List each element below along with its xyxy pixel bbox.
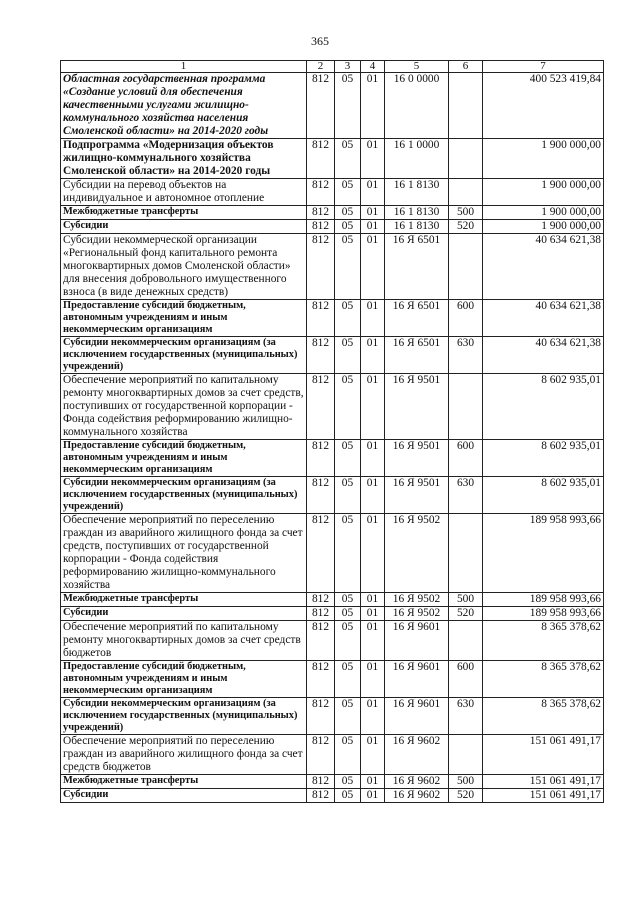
expense-type-code [449,73,483,139]
ministry-code: 812 [307,477,335,514]
subsection-code: 01 [361,234,385,300]
amount: 40 634 621,38 [483,337,604,374]
ministry-code: 812 [307,374,335,440]
expense-type-code: 520 [449,789,483,803]
amount: 151 061 491,17 [483,789,604,803]
page-number: 365 [311,34,329,48]
amount: 8 602 935,01 [483,477,604,514]
subsection-code: 01 [361,661,385,698]
subsection-code: 01 [361,607,385,621]
row-name: Субсидии некоммерческой организации «Региональный фонд капитального ремонта многоквартирных домов Смоленской области» для внесения добровольного имущественного взноса (в виде денежных средств) [61,234,307,300]
section-code: 05 [335,789,361,803]
budget-table [60,60,604,803]
table-row [61,337,604,374]
table-row [61,621,604,661]
amount: 1 900 000,00 [483,220,604,234]
subsection-code: 01 [361,220,385,234]
ministry-code: 812 [307,220,335,234]
expense-type-code: 500 [449,775,483,789]
section-code: 05 [335,206,361,220]
row-name: Обеспечение мероприятий по капитальному ремонту многоквартирных домов за счет средств бюджетов [61,621,307,661]
section-code: 05 [335,698,361,735]
row-name: Предоставление субсидий бюджетным, автономным учреждениям и иным некоммерческим организациям [61,661,307,698]
target-article-code: 16 Я 9502 [385,593,449,607]
section-code: 05 [335,73,361,139]
column-header: 7 [483,61,604,73]
amount: 151 061 491,17 [483,775,604,789]
section-code: 05 [335,139,361,179]
expense-type-code [449,139,483,179]
row-name: Субсидии некоммерческим организациям (за исключением государственных (муниципальных) учреждений) [61,698,307,735]
subsection-code: 01 [361,300,385,337]
row-name: Межбюджетные трансферты [61,593,307,607]
table-row [61,477,604,514]
amount: 400 523 419,84 [483,73,604,139]
section-code: 05 [335,179,361,206]
row-name: Обеспечение мероприятий по капитальному ремонту многоквартирных домов за счет средств, поступивших от государственной корпорации - Фонда содействия реформированию жилищно-коммунального хозяйства [61,374,307,440]
target-article-code: 16 Я 9602 [385,775,449,789]
expense-type-code [449,234,483,300]
amount: 189 958 993,66 [483,607,604,621]
ministry-code: 812 [307,206,335,220]
target-article-code: 16 Я 9501 [385,374,449,440]
amount: 8 365 378,62 [483,661,604,698]
expense-type-code: 500 [449,206,483,220]
ministry-code: 812 [307,621,335,661]
target-article-code: 16 Я 6501 [385,234,449,300]
section-code: 05 [335,234,361,300]
expense-type-code [449,621,483,661]
ministry-code: 812 [307,735,335,775]
amount: 40 634 621,38 [483,234,604,300]
target-article-code: 16 Я 9602 [385,789,449,803]
table-header-row [61,61,604,73]
row-name: Субсидии [61,220,307,234]
row-name: Субсидии [61,607,307,621]
table-row [61,735,604,775]
target-article-code: 16 Я 9502 [385,607,449,621]
target-article-code: 16 Я 9501 [385,440,449,477]
section-code: 05 [335,440,361,477]
table-row [61,593,604,607]
subsection-code: 01 [361,206,385,220]
target-article-code: 16 Я 9602 [385,735,449,775]
expense-type-code [449,735,483,775]
ministry-code: 812 [307,607,335,621]
table-row [61,300,604,337]
table-row [61,440,604,477]
table-row [61,514,604,593]
table-row [61,661,604,698]
subsection-code: 01 [361,514,385,593]
section-code: 05 [335,220,361,234]
expense-type-code: 600 [449,300,483,337]
table-row [61,73,604,139]
ministry-code: 812 [307,775,335,789]
table-row [61,206,604,220]
row-name: Межбюджетные трансферты [61,775,307,789]
row-name: Предоставление субсидий бюджетным, автономным учреждениям и иным некоммерческим организациям [61,440,307,477]
target-article-code: 16 Я 9601 [385,621,449,661]
target-article-code: 16 0 0000 [385,73,449,139]
subsection-code: 01 [361,337,385,374]
table-row [61,234,604,300]
ministry-code: 812 [307,593,335,607]
amount: 1 900 000,00 [483,206,604,220]
section-code: 05 [335,374,361,440]
subsection-code: 01 [361,698,385,735]
amount: 189 958 993,66 [483,593,604,607]
row-name: Субсидии [61,789,307,803]
ministry-code: 812 [307,514,335,593]
amount: 8 365 378,62 [483,698,604,735]
expense-type-code: 500 [449,593,483,607]
row-name: Предоставление субсидий бюджетным, автономным учреждениям и иным некоммерческим организациям [61,300,307,337]
row-name: Обеспечение мероприятий по переселению граждан из аварийного жилищного фонда за счет средств, поступивших от государственной корпорации - Фонда содействия реформированию жилищно-коммунального хозяйства [61,514,307,593]
row-name: Субсидии некоммерческим организациям (за исключением государственных (муниципальных) учреждений) [61,477,307,514]
section-code: 05 [335,775,361,789]
row-name: Субсидии некоммерческим организациям (за исключением государственных (муниципальных) учреждений) [61,337,307,374]
amount: 8 602 935,01 [483,374,604,440]
target-article-code: 16 1 0000 [385,139,449,179]
column-header: 2 [307,61,335,73]
target-article-code: 16 Я 9501 [385,477,449,514]
amount: 189 958 993,66 [483,514,604,593]
ministry-code: 812 [307,139,335,179]
amount: 8 365 378,62 [483,621,604,661]
ministry-code: 812 [307,789,335,803]
subsection-code: 01 [361,179,385,206]
ministry-code: 812 [307,698,335,735]
ministry-code: 812 [307,440,335,477]
column-header: 4 [361,61,385,73]
table-row [61,179,604,206]
target-article-code: 16 1 8130 [385,220,449,234]
expense-type-code: 600 [449,661,483,698]
ministry-code: 812 [307,661,335,698]
expense-type-code: 520 [449,220,483,234]
section-code: 05 [335,337,361,374]
table-row [61,698,604,735]
table-row [61,139,604,179]
amount: 8 602 935,01 [483,440,604,477]
subsection-code: 01 [361,73,385,139]
target-article-code: 16 1 8130 [385,179,449,206]
subsection-code: 01 [361,477,385,514]
row-name: Субсидии на перевод объектов на индивидуальное и автономное отопление [61,179,307,206]
ministry-code: 812 [307,337,335,374]
subsection-code: 01 [361,621,385,661]
expense-type-code [449,374,483,440]
row-name: Областная государственная программа «Создание условий для обеспечения качественными услугами жилищно-коммунального хозяйства населения Смоленской области» на 2014-2020 годы [61,73,307,139]
subsection-code: 01 [361,440,385,477]
table-row [61,220,604,234]
column-header: 1 [61,61,307,73]
section-code: 05 [335,593,361,607]
amount: 1 900 000,00 [483,179,604,206]
ministry-code: 812 [307,73,335,139]
target-article-code: 16 Я 9502 [385,514,449,593]
subsection-code: 01 [361,374,385,440]
section-code: 05 [335,621,361,661]
target-article-code: 16 Я 9601 [385,698,449,735]
subsection-code: 01 [361,775,385,789]
section-code: 05 [335,514,361,593]
row-name: Подпрограмма «Модернизация объектов жилищно-коммунального хозяйства Смоленской области» на 2014-2020 годы [61,139,307,179]
subsection-code: 01 [361,789,385,803]
section-code: 05 [335,607,361,621]
row-name: Межбюджетные трансферты [61,206,307,220]
expense-type-code [449,179,483,206]
amount: 151 061 491,17 [483,735,604,775]
table-row [61,607,604,621]
amount: 1 900 000,00 [483,139,604,179]
column-header: 5 [385,61,449,73]
expense-type-code [449,514,483,593]
section-code: 05 [335,735,361,775]
expense-type-code: 630 [449,337,483,374]
target-article-code: 16 Я 9601 [385,661,449,698]
section-code: 05 [335,477,361,514]
table-row [61,374,604,440]
target-article-code: 16 Я 6501 [385,300,449,337]
target-article-code: 16 1 8130 [385,206,449,220]
row-name: Обеспечение мероприятий по переселению граждан из аварийного жилищного фонда за счет средств бюджетов [61,735,307,775]
expense-type-code: 600 [449,440,483,477]
ministry-code: 812 [307,179,335,206]
subsection-code: 01 [361,735,385,775]
column-header: 6 [449,61,483,73]
ministry-code: 812 [307,234,335,300]
section-code: 05 [335,661,361,698]
expense-type-code: 630 [449,477,483,514]
table-row [61,789,604,803]
subsection-code: 01 [361,593,385,607]
target-article-code: 16 Я 6501 [385,337,449,374]
section-code: 05 [335,300,361,337]
table-row [61,775,604,789]
column-header: 3 [335,61,361,73]
expense-type-code: 520 [449,607,483,621]
expense-type-code: 630 [449,698,483,735]
amount: 40 634 621,38 [483,300,604,337]
subsection-code: 01 [361,139,385,179]
ministry-code: 812 [307,300,335,337]
